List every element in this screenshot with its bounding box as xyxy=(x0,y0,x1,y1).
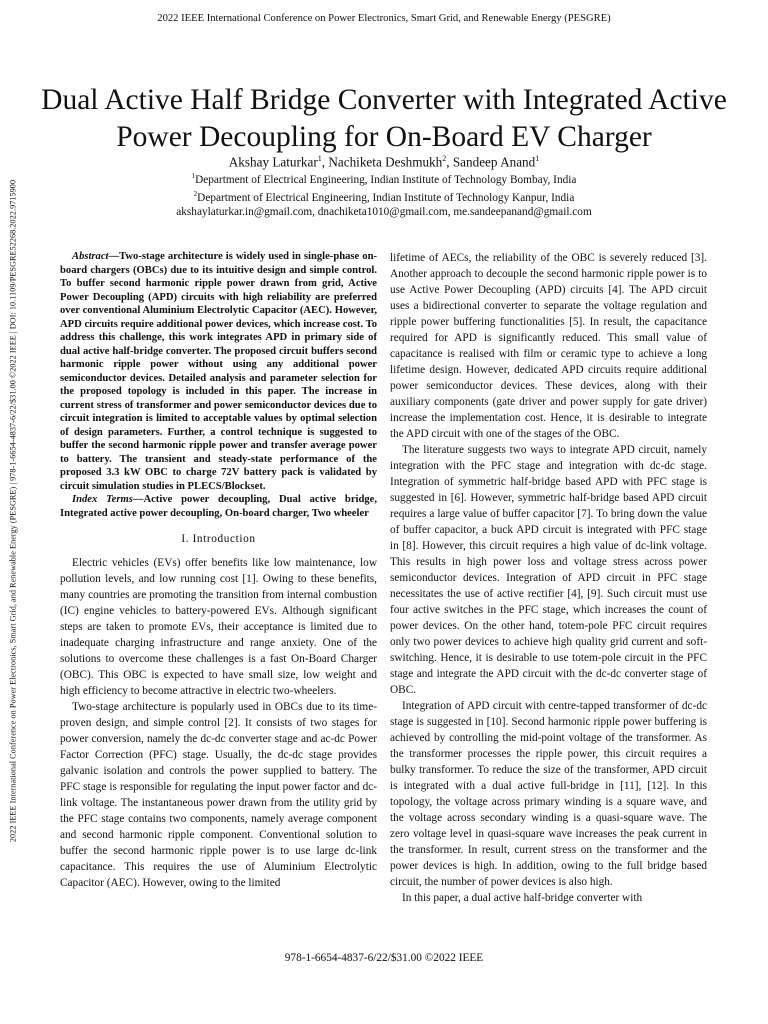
author-separator: , xyxy=(321,154,329,170)
author-affiliation-mark: 1 xyxy=(535,154,540,163)
body-paragraph: The literature suggests two ways to integrate APD circuit, namely integration with the PFC stage and integration with dc-dc stage. Integration of symmetric half-bridge based APD with PFC stage is suggested in [6]. However, symmetric half-bridge based APD circuit requires a large value of buffer capacitor [7]. To bring down the value of buffer capacitor, a buck APD circuit is integrated with PFC stage in [8]. However, this circuit requires a high value of dc-link voltage. This results in high power loss and voltage stress across power semiconductor devices. Integration of APD circuit in PFC stage necessitates the use of active rectifier [4], [9]. Such circuit must use four active switches in the PFC stage, which increases the count of power devices. On the other hand, totem-pole PFC circuit requires only two power devices to achieve high quality grid current and soft-switching. Hence, it is desirable to use totem-pole circuit in the PFC stage and integrate the APD circuit with the dc-dc converter stage of OBC. xyxy=(390,444,707,696)
author-separator: , xyxy=(446,154,453,170)
section-heading: I. Introduction xyxy=(181,533,256,545)
author-emails: akshaylaturkar.in@gmail.com, dnachiketa1010@gmail.com, me.sandeepanand@gmail.com xyxy=(176,206,592,218)
right-column xyxy=(390,250,707,906)
affiliation-mark: 1 xyxy=(191,172,196,180)
affiliation-text: Department of Electrical Engineering, Indian Institute of Technology Bombay, India xyxy=(195,173,577,186)
index-terms xyxy=(60,493,377,520)
conference-header: 2022 IEEE International Conference on Power Electronics, Smart Grid, and Renewable Energy (PESGRE) xyxy=(157,13,611,24)
affiliation-mark: 2 xyxy=(193,190,198,198)
author-affiliation-mark: 1 xyxy=(317,154,322,163)
body-paragraph: Electric vehicles (EVs) offer benefits like low maintenance, low pollution levels, and low running cost [1]. Owing to these benefits, many countries are promoting the transition from internal combustion (IC) engine vehicles to battery-powered EVs. Although significant steps are taken to promote EVs, their acceptance is limited due to inadequate charging infrastructure and range anxiety. One of the solutions to overcome these challenges is a fast On-Board Charger (OBC). This OBC is expected to have small size, low weight and high efficiency to become attractive in electric two-wheelers. xyxy=(60,557,377,697)
paper-title: Dual Active Half Bridge Converter with Integrated Active Power Decoupling for On-Board EV Charger xyxy=(41,83,727,153)
left-column xyxy=(60,250,377,891)
body-paragraph: Two-stage architecture is popularly used in OBCs due to its time-proven design, and simple control [2]. It consists of two stages for power conversion, namely the dc-dc converter stage and ac-dc Power Factor Correction (PFC) stage. Usually, the dc-dc stage provides galvanic isolation and controls the power supplied to battery. The PFC stage is responsible for regulating the input power factor and dc-link voltage. The instantaneous power drawn from the utility grid by the PFC stage contains two components, namely average component and second harmonic ripple component. Conventional solution to buffer the second harmonic ripple power is to use large dc-link capacitance. This requires the use of Aluminium Electrolytic Capacitor (AEC). However, owing to the limited xyxy=(60,701,377,889)
index-terms-text: —Active power decoupling, Dual active bridge, Integrated active power decoupling, On-board charger, Two wheeler xyxy=(60,494,377,519)
abstract-label: Abstract xyxy=(72,251,109,262)
index-terms-label: Index Terms xyxy=(72,494,133,505)
abstract-text: —Two-stage architecture is widely used in single-phase on-board chargers (OBCs) due to its intuitive design and simple control. To buffer second harmonic ripple power drawn from grid, Active Power Decoupling (APD) circuits with high reliability are preferred over conventional Aluminium Electrolytic Capacitor (AEC). However, APD circuits require additional power devices, which increase cost. To address this challenge, this work integrates APD in primary side of dual active half-bridge converter. The proposed circuit buffers second harmonic ripple power without using any additional power semiconductor devices. Detailed analysis and parameter selection for the proposed topology is included in this paper. The increase in current stress of transformer and power semiconductor devices due to circuit integration is limited to acceptable values by optimal selection of design parameters. Further, a control technique is suggested to buffer the second harmonic ripple power and transfer average power to battery. The transient and steady-state performance of the proposed 3.3 kW OBC to charge 72V battery pack is validated by circuit simulation studies in PLECS/Blockset. xyxy=(60,251,377,492)
author-list xyxy=(0,154,768,170)
abstract xyxy=(60,250,377,493)
doi-side-text: 2022 IEEE International Conference on Power Electronics, Smart Grid, and Renewable Energy (PESGRE) | 978-1-6654-4837-6/22/$31.00 ©2022 IEEE | DOI: 10.1109/PESGRE52268.2022.9715900 xyxy=(8,179,18,843)
affiliation-text: Department of Electrical Engineering, Indian Institute of Technology Kanpur, India xyxy=(197,191,575,204)
author-affiliation-mark: 2 xyxy=(442,154,447,163)
page-footer: 978-1-6654-4837-6/22/$31.00 ©2022 IEEE xyxy=(284,952,484,964)
doi-side-strip xyxy=(5,98,21,924)
body-paragraph: In this paper, a dual active half-bridge converter with xyxy=(402,892,643,904)
author-name: Sandeep Anand xyxy=(452,154,536,170)
author-name: Nachiketa Deshmukh xyxy=(328,154,443,170)
author-name: Akshay Laturkar xyxy=(228,154,318,170)
affiliation-line xyxy=(0,190,768,204)
affiliation-line xyxy=(0,172,768,186)
body-paragraph: Integration of APD circuit with centre-tapped transformer of dc-dc stage is suggested in [10]. Second harmonic ripple power buffering is achieved by controlling the mid-point voltage of the transformer. As the transformer processes the ripple power, this circuit requires a bulky transformer. To reduce the size of the transformer, APD circuit is integrated with a dual active full-bridge in [11], [12]. In this topology, the voltage across primary winding is a square wave, and the voltage across secondary winding is a quasi-square wave. The zero voltage level in quasi-square wave increases the peak current in the transformer. In result, current stress on the transformer and the power devices is high. In addition, owing to the full bridge based circuit, the number of power devices is also high. xyxy=(390,700,707,888)
body-paragraph: lifetime of AECs, the reliability of the OBC is severely reduced [3]. Another approach to decouple the second harmonic ripple power is to use Active Power Decoupling (APD) circuits [4]. The APD circuit uses a bidirectional converter to separate the voltage regulation and ripple power buffering functionalities [5]. In result, the capacitance required for APD is significantly reduced. This small value of capacitance is realised with film or ceramic type to achieve a long lifetime design. However, dedicated APD circuits require additional power semiconductor devices. These devices, along with their auxiliary components (gate driver and power supply for gate driver) increase the implementation cost. Hence, it is desirable to integrate the APD circuit with one of the stages of the OBC. xyxy=(390,252,707,440)
